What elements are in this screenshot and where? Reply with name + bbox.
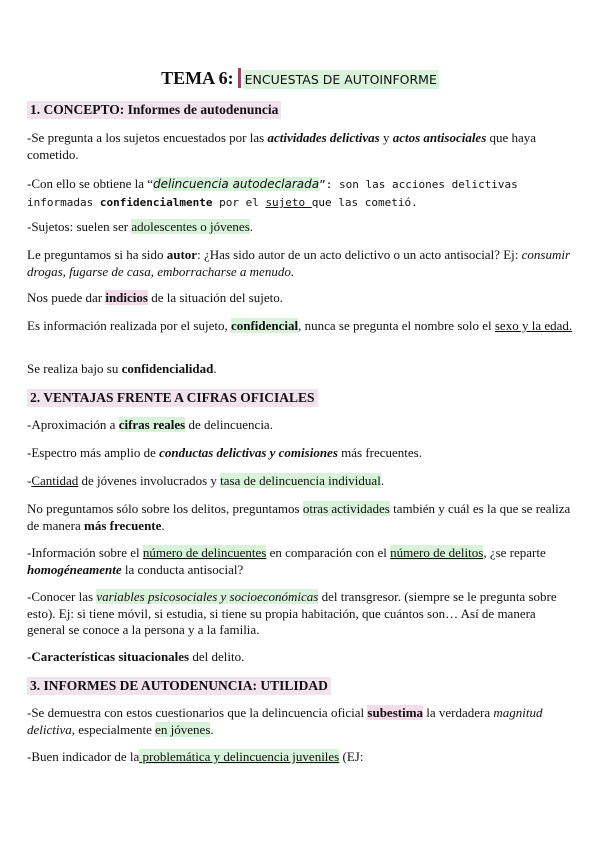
section-2-heading: 2. VENTAJAS FRENTE A CIFRAS OFICIALES <box>27 389 318 407</box>
s3-paragraph-2: -Buen indicador de la problemática y delincuencia juveniles (EJ: <box>27 749 364 764</box>
s3-paragraph-1: -Se demuestra con estos cuestionarios que la delincuencia oficial subestima la verdadera magnitud delictiva, especialmente en jóvenes. <box>27 705 543 737</box>
s2-paragraph-1: -Aproximación a cifras reales de delincuencia. <box>27 417 273 432</box>
s1-paragraph-7: Se realiza bajo su confidencialidad. <box>27 361 217 376</box>
s2-paragraph-6: -Conocer las variables psicosociales y socioeconómicas del transgresor. (siempre se le pregunta sobre esto). Ej: si tiene móvil, si estudia, si tiene su propia habitación, que cuántos son… Así de manera general se conoce a la persona y a la familia. <box>27 589 557 637</box>
page-title <box>0 68 600 88</box>
s1-paragraph-5: Nos puede dar indicios de la situación del sujeto. <box>27 290 283 305</box>
section-3-heading: 3. INFORMES DE AUTODENUNCIA: UTILIDAD <box>27 677 331 695</box>
s1-paragraph-3: -Sujetos: suelen ser adolescentes o jóvenes. <box>27 219 253 234</box>
title-accent-bar <box>238 68 241 88</box>
s2-paragraph-2: -Espectro más amplio de conductas delictivas y comisiones más frecuentes. <box>27 445 422 460</box>
title-subtitle: ENCUESTAS DE AUTOINFORME <box>244 72 437 87</box>
s1-paragraph-2: -Con ello se obtiene la “delincuencia autodeclarada”: son las acciones delictivas informadas confidencialmente por el sujeto que las cometió. <box>27 176 518 209</box>
section-1-heading: 1. CONCEPTO: Informes de autodenuncia <box>27 101 281 119</box>
s2-paragraph-5: -Información sobre el número de delincuentes en comparación con el número de delitos, ¿se reparte homogéneamente la conducta antisocial? <box>27 545 546 577</box>
s1-paragraph-4: Le preguntamos si ha sido autor: ¿Has sido autor de un acto delictivo o un acto antisocial? Ej: consumir drogas, fugarse de casa, emborracharse a menudo. <box>27 247 571 279</box>
s1-paragraph-6: Es información realizada por el sujeto, confidencial, nunca se pregunta el nombre solo el sexo y la edad. <box>27 318 573 333</box>
title-tema: TEMA 6: <box>161 68 234 88</box>
s2-paragraph-4: No preguntamos sólo sobre los delitos, preguntamos otras actividades también y cuál es la que se realiza de manera más frecuente. <box>27 501 571 533</box>
s1-paragraph-1: -Se pregunta a los sujetos encuestados por las actividades delictivas y actos antisociales que haya cometido. <box>27 130 537 162</box>
s2-paragraph-7: -Características situacionales del delito. <box>27 649 245 664</box>
s2-paragraph-3: -Cantidad de jóvenes involucrados y tasa de delincuencia individual. <box>27 473 385 488</box>
